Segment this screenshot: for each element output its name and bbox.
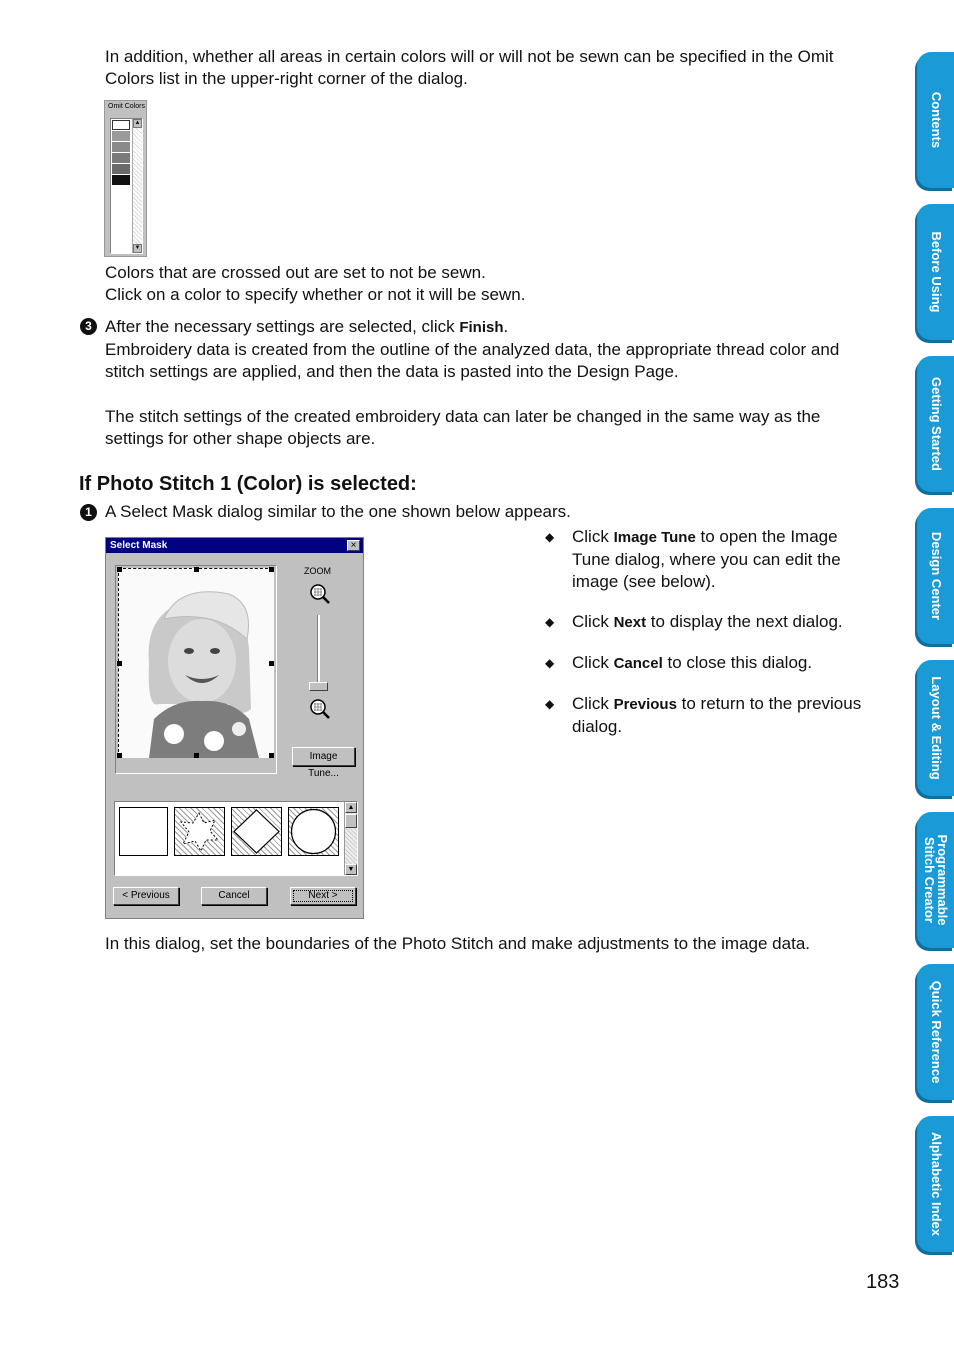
zoom-slider-track[interactable] — [317, 615, 320, 688]
bullet-diamond-icon: ◆ — [545, 656, 555, 670]
mask-freeform-option[interactable] — [174, 807, 225, 856]
step-3-text — [105, 316, 905, 450]
omit-colors-list[interactable] — [110, 118, 143, 254]
omit-colors-label: Omit Colors — [108, 103, 145, 110]
step-1-text: A Select Mask dialog similar to the one shown below appears. — [105, 502, 571, 521]
crop-handle[interactable] — [117, 661, 122, 666]
girl-photo-image — [119, 569, 274, 758]
scroll-up-icon[interactable]: ▲ — [134, 120, 141, 126]
tab-contents-label: Contents — [928, 91, 944, 149]
closing-paragraph: In this dialog, set the boundaries of the Photo Stitch and make adjustments to the image data. — [105, 934, 810, 953]
diamond-shape-icon — [232, 808, 281, 855]
tab-programmable-stitch-creator-label: Programmable Stitch Creator — [921, 834, 950, 926]
omit-color-swatch[interactable] — [112, 142, 130, 152]
tab-programmable-stitch-creator[interactable] — [917, 812, 954, 948]
tab-design-center[interactable] — [917, 508, 954, 644]
cancel-ref: Cancel — [613, 655, 663, 672]
image-tune-ref: Image Tune — [613, 529, 696, 546]
tab-quick-reference[interactable] — [917, 964, 954, 1100]
crop-handle[interactable] — [269, 661, 274, 666]
mask-list-scrollbar[interactable] — [344, 802, 357, 875]
tab-before-using[interactable] — [917, 204, 954, 340]
omit-color-swatch[interactable] — [112, 120, 130, 130]
omit-color-swatch[interactable] — [112, 164, 130, 174]
dialog-title: Select Mask — [110, 540, 168, 551]
omit-colors-panel — [104, 100, 147, 257]
mask-square-option[interactable] — [119, 807, 168, 856]
bullet-diamond-icon: ◆ — [545, 615, 555, 629]
crop-handle[interactable] — [194, 567, 199, 572]
image-frame — [115, 565, 277, 774]
crop-handle[interactable] — [117, 753, 122, 758]
next-button[interactable]: Next > — [290, 887, 356, 905]
zoom-label: ZOOM — [304, 566, 331, 576]
crop-handle[interactable] — [194, 753, 199, 758]
scroll-down-icon[interactable]: ▼ — [134, 245, 141, 251]
bullet-item-image-tune: ◆ Click Image Tune to open the Image Tune dialog, where you can edit the image (see below). — [545, 527, 841, 591]
zoom-out-icon[interactable] — [309, 698, 331, 720]
freeform-shape-icon — [175, 808, 224, 855]
circle-shape-icon — [289, 808, 338, 855]
bullet-diamond-icon: ◆ — [545, 530, 555, 544]
step-3-number: 3 — [80, 318, 97, 335]
scroll-thumb[interactable] — [345, 814, 357, 828]
crop-handle[interactable] — [117, 567, 122, 572]
page-number: 183 — [866, 1271, 900, 1293]
bullet-item-next: ◆ Click Next to display the next dialog. — [545, 612, 843, 631]
crossed-line-2: Click on a color to specify whether or not it will be sewn. — [105, 285, 526, 304]
mask-diamond-option[interactable] — [231, 807, 282, 856]
intro-paragraph — [105, 46, 905, 90]
crossed-line-1: Colors that are crossed out are set to not be sewn. — [105, 263, 486, 282]
bullet-item-previous: ◆ Click Previous to return to the previous dialog. — [545, 694, 862, 736]
crop-handle[interactable] — [269, 753, 274, 758]
previous-button[interactable]: < Previous — [113, 887, 179, 905]
intro-line-2: Colors list in the upper-right corner of the dialog. — [105, 69, 468, 88]
tab-before-using-label: Before Using — [928, 231, 944, 313]
tab-layout-editing-label: Layout & Editing — [928, 676, 944, 780]
intro-line-1: In addition, whether all areas in certain colors will or will not be sewn can be specified in the Omit — [105, 47, 834, 66]
tab-design-center-label: Design Center — [928, 531, 944, 621]
omit-color-swatch[interactable] — [112, 175, 130, 185]
step-3-para-2-line-2: settings for other shape objects are. — [105, 429, 376, 448]
scroll-down-icon[interactable]: ▼ — [345, 864, 357, 875]
bullet-list — [545, 526, 885, 737]
tab-alphabetic-index[interactable] — [917, 1116, 954, 1252]
select-mask-dialog — [105, 537, 364, 919]
tab-alphabetic-index-label: Alphabetic Index — [928, 1131, 944, 1237]
tab-layout-editing[interactable] — [917, 660, 954, 796]
photo-area[interactable] — [118, 568, 273, 757]
tab-contents[interactable] — [917, 52, 954, 188]
step-3-para-2-line-1: The stitch settings of the created embroidery data can later be changed in the same way as the — [105, 407, 821, 426]
scroll-up-icon[interactable]: ▲ — [345, 802, 357, 813]
tab-getting-started-label: Getting Started — [928, 377, 944, 471]
next-ref: Next — [613, 614, 647, 631]
mask-circle-option[interactable] — [288, 807, 339, 856]
step-3-para-1-line-2: stitch settings are applied, and then the data is pasted into the Design Page. — [105, 362, 679, 381]
previous-ref: Previous — [613, 696, 677, 713]
bullet-diamond-icon: ◆ — [545, 697, 555, 711]
tab-quick-reference-label: Quick Reference — [928, 980, 944, 1084]
step-3-first-line: After the necessary settings are selected, click Finish. — [105, 317, 509, 336]
zoom-slider-thumb[interactable] — [309, 682, 328, 691]
tab-getting-started[interactable] — [917, 356, 954, 492]
step-1-number: 1 — [80, 504, 97, 521]
dialog-title-bar — [106, 538, 363, 553]
crop-handle[interactable] — [269, 567, 274, 572]
omit-color-swatch[interactable] — [112, 153, 130, 163]
zoom-in-icon[interactable] — [309, 583, 331, 605]
omit-color-swatch[interactable] — [112, 131, 130, 141]
mask-shape-list — [114, 801, 358, 876]
crossed-out-paragraph — [105, 262, 905, 306]
cancel-button[interactable]: Cancel — [201, 887, 267, 905]
omit-colors-scrollbar[interactable] — [132, 119, 142, 253]
close-icon[interactable]: × — [347, 540, 360, 551]
image-tune-button[interactable]: Image Tune... — [292, 747, 355, 766]
section-heading: If Photo Stitch 1 (Color) is selected: — [79, 473, 417, 495]
finish-button-ref: Finish — [459, 319, 504, 336]
bullet-item-cancel: ◆ Click Cancel to close this dialog. — [545, 653, 813, 672]
step-3-para-1-line-1: Embroidery data is created from the outline of the analyzed data, the appropriate thread color and — [105, 340, 840, 359]
